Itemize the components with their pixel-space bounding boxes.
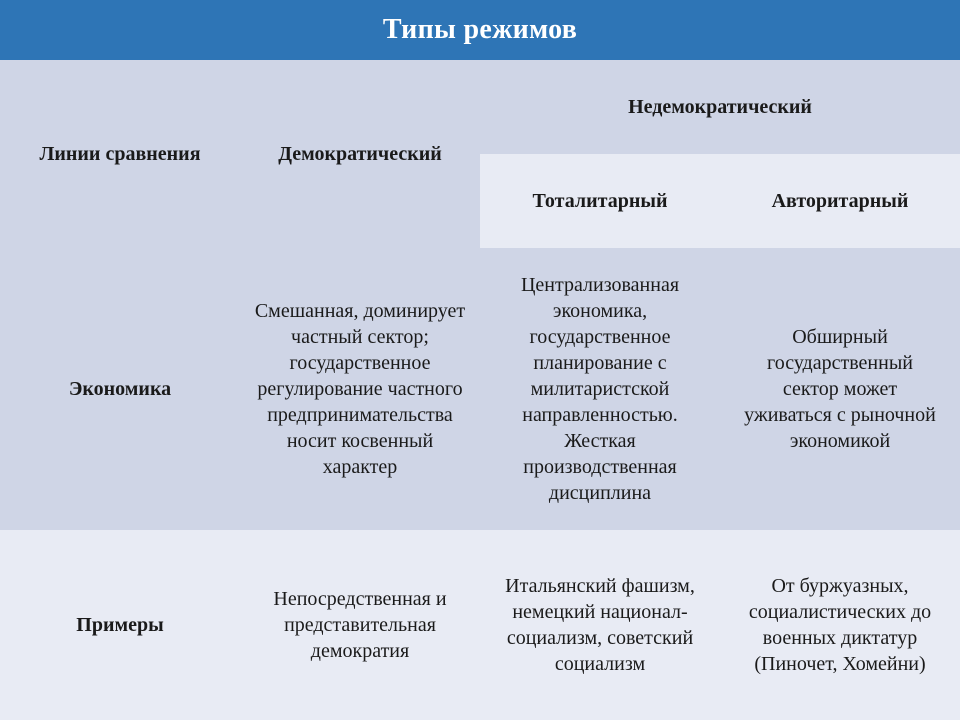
- header-totalitarian: [480, 154, 720, 248]
- header-totalitarian-label: Тоталитарный: [532, 190, 668, 212]
- header-nondemocratic-label: Недемократический: [628, 96, 812, 118]
- row-economy-label: [0, 248, 240, 530]
- cell-text: От буржуазных, социалистических до военных диктатур (Пиночет, Хомейни): [748, 575, 932, 675]
- header-nondemocratic: [480, 60, 960, 154]
- row-economy-democratic: [240, 248, 480, 530]
- row-economy-authoritarian: [720, 248, 960, 530]
- row-label-text: Примеры: [76, 614, 164, 636]
- row-examples-authoritarian: [720, 530, 960, 720]
- header-authoritarian: [720, 154, 960, 248]
- header-compare: [0, 60, 240, 248]
- cell-text: Централизованная экономика, государственное планирование с милитаристской направленностью. Жесткая производственная дисциплина: [520, 274, 680, 504]
- header-democratic-label: Демократический: [278, 143, 442, 165]
- row-examples-democratic: [240, 530, 480, 720]
- cell-text: Обширный государственный сектор может уживаться с рыночной экономикой: [744, 326, 936, 452]
- row-economy-totalitarian: [480, 248, 720, 530]
- slide-title: Типы режимов: [0, 0, 960, 60]
- row-examples-totalitarian: [480, 530, 720, 720]
- cell-text: Итальянский фашизм, немецкий национал-социализм, советский социализм: [505, 575, 695, 675]
- cell-text: Непосредственная и представительная демократия: [273, 588, 447, 662]
- row-examples-label: [0, 530, 240, 720]
- cell-text: Смешанная, доминирует частный сектор; государственное регулирование частного предпринимательства носит косвенный характер: [254, 300, 466, 478]
- header-democratic: [240, 60, 480, 248]
- header-authoritarian-label: Авторитарный: [771, 190, 909, 212]
- row-label-text: Экономика: [68, 378, 172, 400]
- header-compare-label: Линии сравнения: [39, 143, 201, 165]
